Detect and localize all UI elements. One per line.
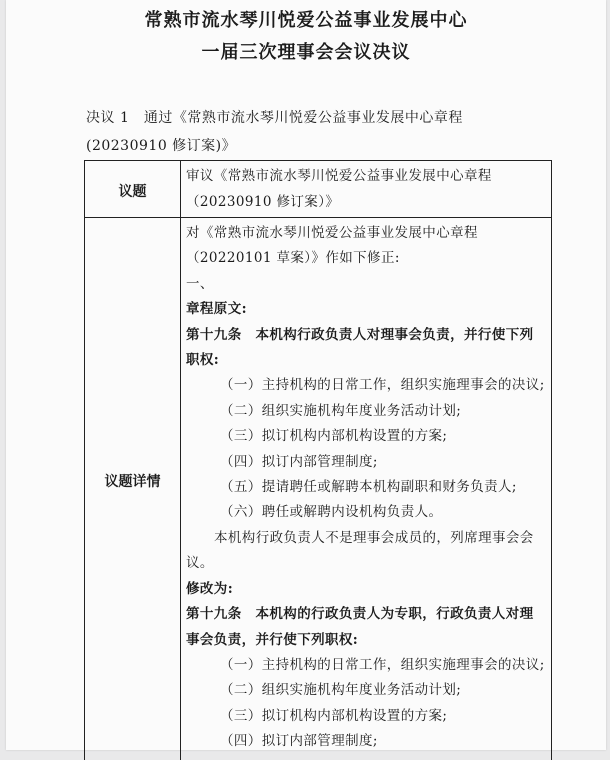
- detail-item: （四）拟订内部管理制度;: [220, 733, 378, 750]
- resolution-statement: 决议 1 通过《常熟市流水琴川悦爱公益事业发展中心章程 (20230910 修订案)》: [86, 110, 478, 154]
- detail-text: [186, 221, 546, 755]
- detail-item: （三）拟订机构内部机构设置的方案;: [220, 428, 448, 445]
- detail-item: （二）组织实施机构年度业务活动计划;: [220, 682, 462, 699]
- detail-line: 一、: [186, 275, 214, 292]
- column-divider: [180, 161, 181, 760]
- detail-item: （六）聘任或解聘内设机构负责人。: [220, 504, 443, 521]
- article-revised: 第十九条 本机构的行政负责人为专职，行政负责人对理事会负责，并行使下列职权:: [186, 606, 534, 648]
- detail-item: （三）拟订机构内部机构设置的方案;: [220, 707, 448, 724]
- detail-paragraph: 本机构行政负责人不是理事会成员的，列席理事会会议。: [186, 529, 534, 572]
- article-original: 第十九条 本机构行政负责人对理事会负责，并行使下列职权:: [186, 326, 534, 369]
- detail-item: （四）拟订内部管理制度;: [220, 453, 378, 470]
- topic-label: 议题: [118, 184, 147, 200]
- detail-heading: 章程原文:: [186, 301, 247, 318]
- document-page: [6, 0, 606, 750]
- detail-item: （一）主持机构的日常工作，组织实施理事会的决议;: [220, 656, 545, 673]
- document-title: 常熟市流水琴川悦爱公益事业发展中心: [144, 10, 468, 31]
- topic-text: 审议《常熟市流水琴川悦爱公益事业发展中心章程（20230910 修订案）》: [186, 168, 492, 210]
- detail-label: 议题详情: [104, 474, 161, 490]
- resolution-table: [84, 160, 552, 760]
- document-subtitle: 一届三次理事会会议决议: [201, 42, 411, 63]
- detail-item: （二）组织实施机构年度业务活动计划;: [220, 402, 462, 419]
- detail-item: （五）提请聘任或解聘本机构副职和财务负责人;: [220, 479, 517, 496]
- detail-heading: 修改为:: [186, 580, 234, 597]
- detail-line: 对《常熟市流水琴川悦爱公益事业发展中心章程: [186, 225, 478, 241]
- detail-line: （20220101 草案）》作如下修正:: [186, 250, 400, 267]
- detail-item: （一）主持机构的日常工作，组织实施理事会的决议;: [220, 377, 545, 394]
